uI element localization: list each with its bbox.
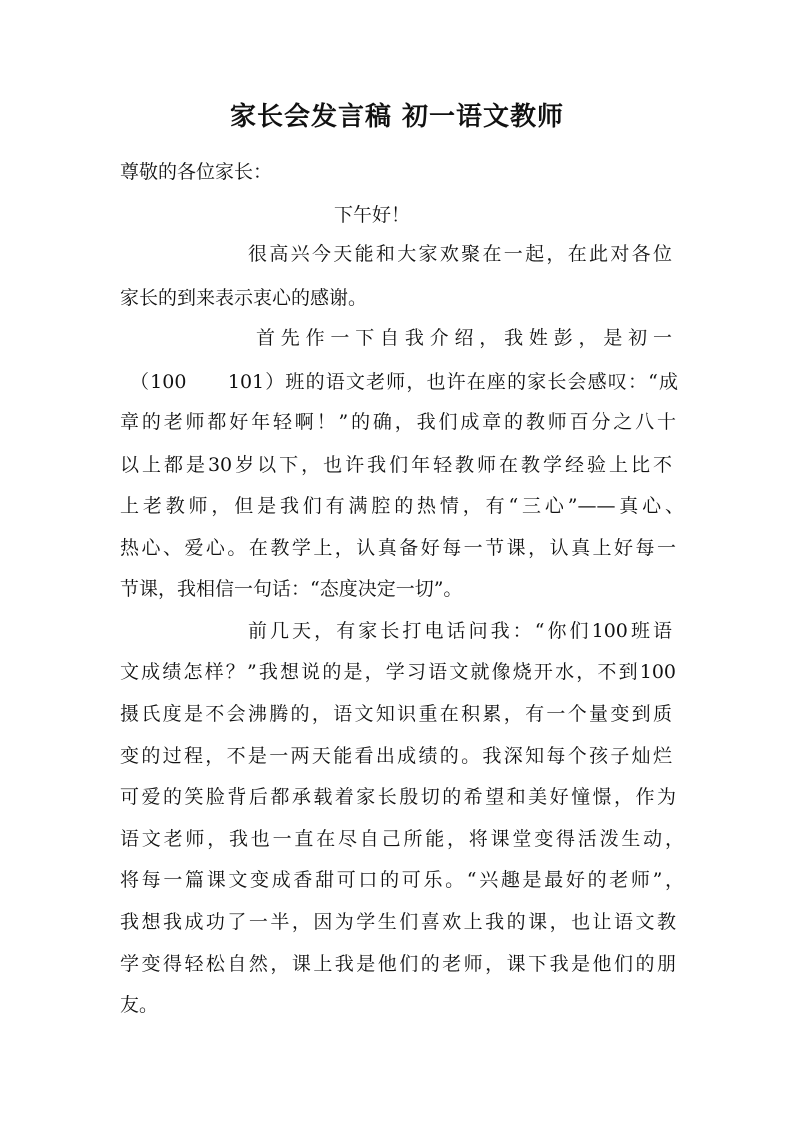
paragraph-line: 摄氏度是不会沸腾的，语文知识重在积累，有一个量变到质 [120,703,672,725]
paragraph-line: 以上都是30岁以下，也许我们年轻教师在教学经验上比不 [120,454,672,476]
paragraph-line: 友。 [120,994,159,1016]
paragraph-line: 将每一篇课文变成香甜可口的可乐。“兴趣是最好的老师”， [120,869,684,891]
paragraph-line: （100 101）班的语文老师，也许在座的家长会感叹：“成 [130,371,678,393]
paragraph-line: 首先作一下自我介绍，我姓彭，是初一 [256,327,672,349]
paragraph-line: 我想我成功了一半，因为学生们喜欢上我的课，也让语文教 [120,911,676,933]
paragraph-line: 学变得轻松自然，课上我是他们的老师，课下我是他们的朋 [120,953,676,975]
greeting: 下午好！ [334,204,411,226]
paragraph-line: 变的过程，不是一两天能看出成绩的。我深知每个孩子灿烂 [120,745,672,767]
paragraph-line: 上老教师，但是我们有满腔的热情，有“三心”——真心、 [120,495,684,517]
paragraph-line: 家长的到来表示衷心的感谢。 [120,287,368,309]
paragraph-line: 热心、爱心。在教学上，认真备好每一节课，认真上好每一 [120,537,676,559]
paragraph-line: 文成绩怎样？”我想说的是，学习语文就像烧开水，不到100 [120,661,676,683]
salutation: 尊敬的各位家长： [120,161,273,183]
paragraph-line: 章的老师都好年轻啊！”的确，我们成章的教师百分之八十 [120,411,676,433]
document-title: 家长会发言稿 初一语文教师 [229,102,565,132]
paragraph-line: 可爱的笑脸背后都承载着家长殷切的希望和美好憧憬，作为 [120,786,676,808]
paragraph-line: 前几天，有家长打电话问我：“你们100班语 [248,620,672,642]
paragraph-line: 很高兴今天能和大家欢聚在一起，在此对各位 [248,243,672,265]
paragraph-line: 语文老师，我也一直在尽自己所能，将课堂变得活泼生动， [120,828,684,850]
paragraph-line: 节课，我相信一句话：“态度决定一切”。 [120,578,463,600]
